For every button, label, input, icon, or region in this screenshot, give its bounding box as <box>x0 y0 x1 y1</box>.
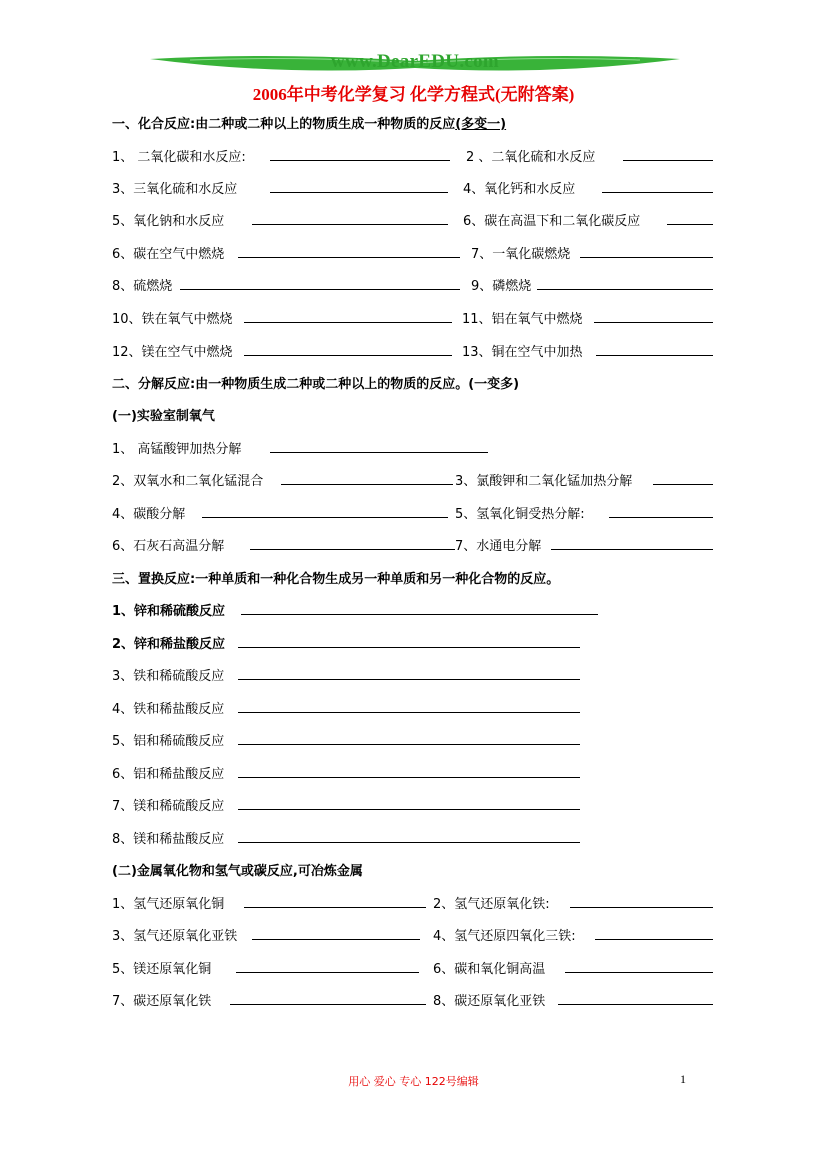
question-label: 5、氢氧化铜受热分解: <box>455 507 585 522</box>
question-label: 8、镁和稀盐酸反应 <box>112 832 225 847</box>
question-label: 3、氯酸钾和二氧化锰加热分解 <box>455 474 633 489</box>
question-row <box>0 243 827 267</box>
answer-blank[interactable] <box>594 308 713 323</box>
question-row <box>0 600 827 624</box>
question-row <box>0 275 827 299</box>
answer-blank[interactable] <box>609 503 713 518</box>
answer-blank[interactable] <box>595 925 713 940</box>
question-row <box>0 698 827 722</box>
answer-blank[interactable] <box>236 958 419 973</box>
question-row <box>0 795 827 819</box>
site-logo <box>150 50 680 80</box>
question-label: 8、硫燃烧 <box>112 279 173 294</box>
answer-blank[interactable] <box>270 146 450 161</box>
answer-blank[interactable] <box>602 178 713 193</box>
question-label: 1、氢气还原氧化铜 <box>112 897 225 912</box>
question-label: 9、磷燃烧 <box>471 279 532 294</box>
answer-blank[interactable] <box>537 275 713 290</box>
question-row <box>0 828 827 852</box>
answer-blank[interactable] <box>252 925 420 940</box>
footer-text: 用心 爱心 专心 122号编辑 <box>348 1075 479 1088</box>
answer-blank[interactable] <box>580 243 713 258</box>
subsection-heading <box>0 405 827 429</box>
question-row <box>0 470 827 494</box>
section-heading-2 <box>0 373 827 397</box>
question-label: 6、碳在高温下和二氧化碳反应 <box>463 214 641 229</box>
answer-blank[interactable] <box>238 795 580 810</box>
question-label: 12、镁在空气中燃烧 <box>112 345 233 360</box>
question-row <box>0 925 827 949</box>
section-heading-3 <box>0 568 827 592</box>
section3-heading-text: 三、置换反应:一种单质和一种化合物生成另一种单质和另一种化合物的反应。 <box>112 572 560 587</box>
question-label: 7、碳还原氧化铁 <box>112 994 212 1009</box>
question-label: 4、铁和稀盐酸反应 <box>112 702 225 717</box>
section2-subheading: (一)实验室制氧气 <box>112 409 215 424</box>
question-label: 5、镁还原氧化铜 <box>112 962 212 977</box>
question-label: 7、水通电分解 <box>455 539 542 554</box>
question-label: 3、氢气还原氧化亚铁 <box>112 929 238 944</box>
question-label: 2 、二氧化硫和水反应 <box>466 150 596 165</box>
question-row <box>0 178 827 202</box>
question-label: 6、铝和稀盐酸反应 <box>112 767 225 782</box>
question-label: 1、锌和稀硫酸反应 <box>112 604 226 619</box>
section1-heading-note: (多变一) <box>455 117 507 132</box>
question-label: 2、双氧水和二氧化锰混合 <box>112 474 264 489</box>
question-label: 3、铁和稀硫酸反应 <box>112 669 225 684</box>
question-row <box>0 210 827 234</box>
question-row <box>0 633 827 657</box>
question-row <box>0 341 827 365</box>
section1-heading-text: 一、化合反应:由二种或二种以上的物质生成一种物质的反应 <box>112 117 456 132</box>
answer-blank[interactable] <box>250 535 455 550</box>
answer-blank[interactable] <box>551 535 713 550</box>
answer-blank[interactable] <box>667 210 713 225</box>
question-label: 4、氧化钙和水反应 <box>463 182 576 197</box>
answer-blank[interactable] <box>238 633 580 648</box>
question-row <box>0 763 827 787</box>
answer-blank[interactable] <box>238 665 580 680</box>
question-label: 2、氢气还原氧化铁: <box>433 897 550 912</box>
answer-blank[interactable] <box>238 763 580 778</box>
question-label: 8、碳还原氧化亚铁 <box>433 994 546 1009</box>
question-label: 4、氢气还原四氧化三铁: <box>433 929 576 944</box>
answer-blank[interactable] <box>238 698 580 713</box>
answer-blank[interactable] <box>623 146 713 161</box>
question-label: 1、 二氧化碳和水反应: <box>112 150 246 165</box>
answer-blank[interactable] <box>238 730 580 745</box>
section-heading-1 <box>0 113 827 137</box>
answer-blank[interactable] <box>180 275 460 290</box>
answer-blank[interactable] <box>241 600 598 615</box>
question-row <box>0 665 827 689</box>
question-label: 5、铝和稀硫酸反应 <box>112 734 225 749</box>
question-row <box>0 893 827 917</box>
question-row <box>0 990 827 1014</box>
logo-text: www.DearEDU.com <box>330 51 500 72</box>
subsection-heading <box>0 860 827 884</box>
answer-blank[interactable] <box>238 828 580 843</box>
question-label: 13、铜在空气中加热 <box>462 345 583 360</box>
question-label: 6、碳在空气中燃烧 <box>112 247 225 262</box>
question-label: 5、氧化钠和水反应 <box>112 214 225 229</box>
answer-blank[interactable] <box>596 341 713 356</box>
question-label: 4、碳酸分解 <box>112 507 186 522</box>
answer-blank[interactable] <box>238 243 460 258</box>
question-label: 3、三氧化硫和水反应 <box>112 182 238 197</box>
answer-blank[interactable] <box>230 990 426 1005</box>
answer-blank[interactable] <box>270 178 448 193</box>
answer-blank[interactable] <box>653 470 713 485</box>
question-row <box>0 535 827 559</box>
question-label: 11、铝在氧气中燃烧 <box>462 312 583 327</box>
question-label: 1、 高锰酸钾加热分解 <box>112 442 242 457</box>
question-row <box>0 730 827 754</box>
answer-blank[interactable] <box>244 893 426 908</box>
answer-blank[interactable] <box>270 438 488 453</box>
question-row <box>0 958 827 982</box>
question-row <box>0 308 827 332</box>
answer-blank[interactable] <box>252 210 448 225</box>
section3-subheading: (二)金属氧化物和氢气或碳反应,可冶炼金属 <box>112 864 363 879</box>
question-row <box>0 438 827 462</box>
question-label: 6、碳和氧化铜高温 <box>433 962 546 977</box>
question-row <box>0 146 827 170</box>
answer-blank[interactable] <box>570 893 713 908</box>
answer-blank[interactable] <box>244 308 452 323</box>
answer-blank[interactable] <box>558 990 713 1005</box>
question-label: 7、一氧化碳燃烧 <box>471 247 571 262</box>
question-label: 2、锌和稀盐酸反应 <box>112 637 226 652</box>
page-title: 2006年中考化学复习 化学方程式(无附答案) <box>252 85 575 104</box>
page-number: 1 <box>680 1072 686 1086</box>
answer-blank[interactable] <box>244 341 452 356</box>
question-label: 7、镁和稀硫酸反应 <box>112 799 225 814</box>
answer-blank[interactable] <box>202 503 448 518</box>
question-row <box>0 503 827 527</box>
question-label: 6、石灰石高温分解 <box>112 539 225 554</box>
question-label: 10、铁在氧气中燃烧 <box>112 312 233 327</box>
answer-blank[interactable] <box>281 470 453 485</box>
answer-blank[interactable] <box>565 958 713 973</box>
section2-heading-text: 二、分解反应:由一种物质生成二种或二种以上的物质的反应。(一变多) <box>112 377 520 392</box>
